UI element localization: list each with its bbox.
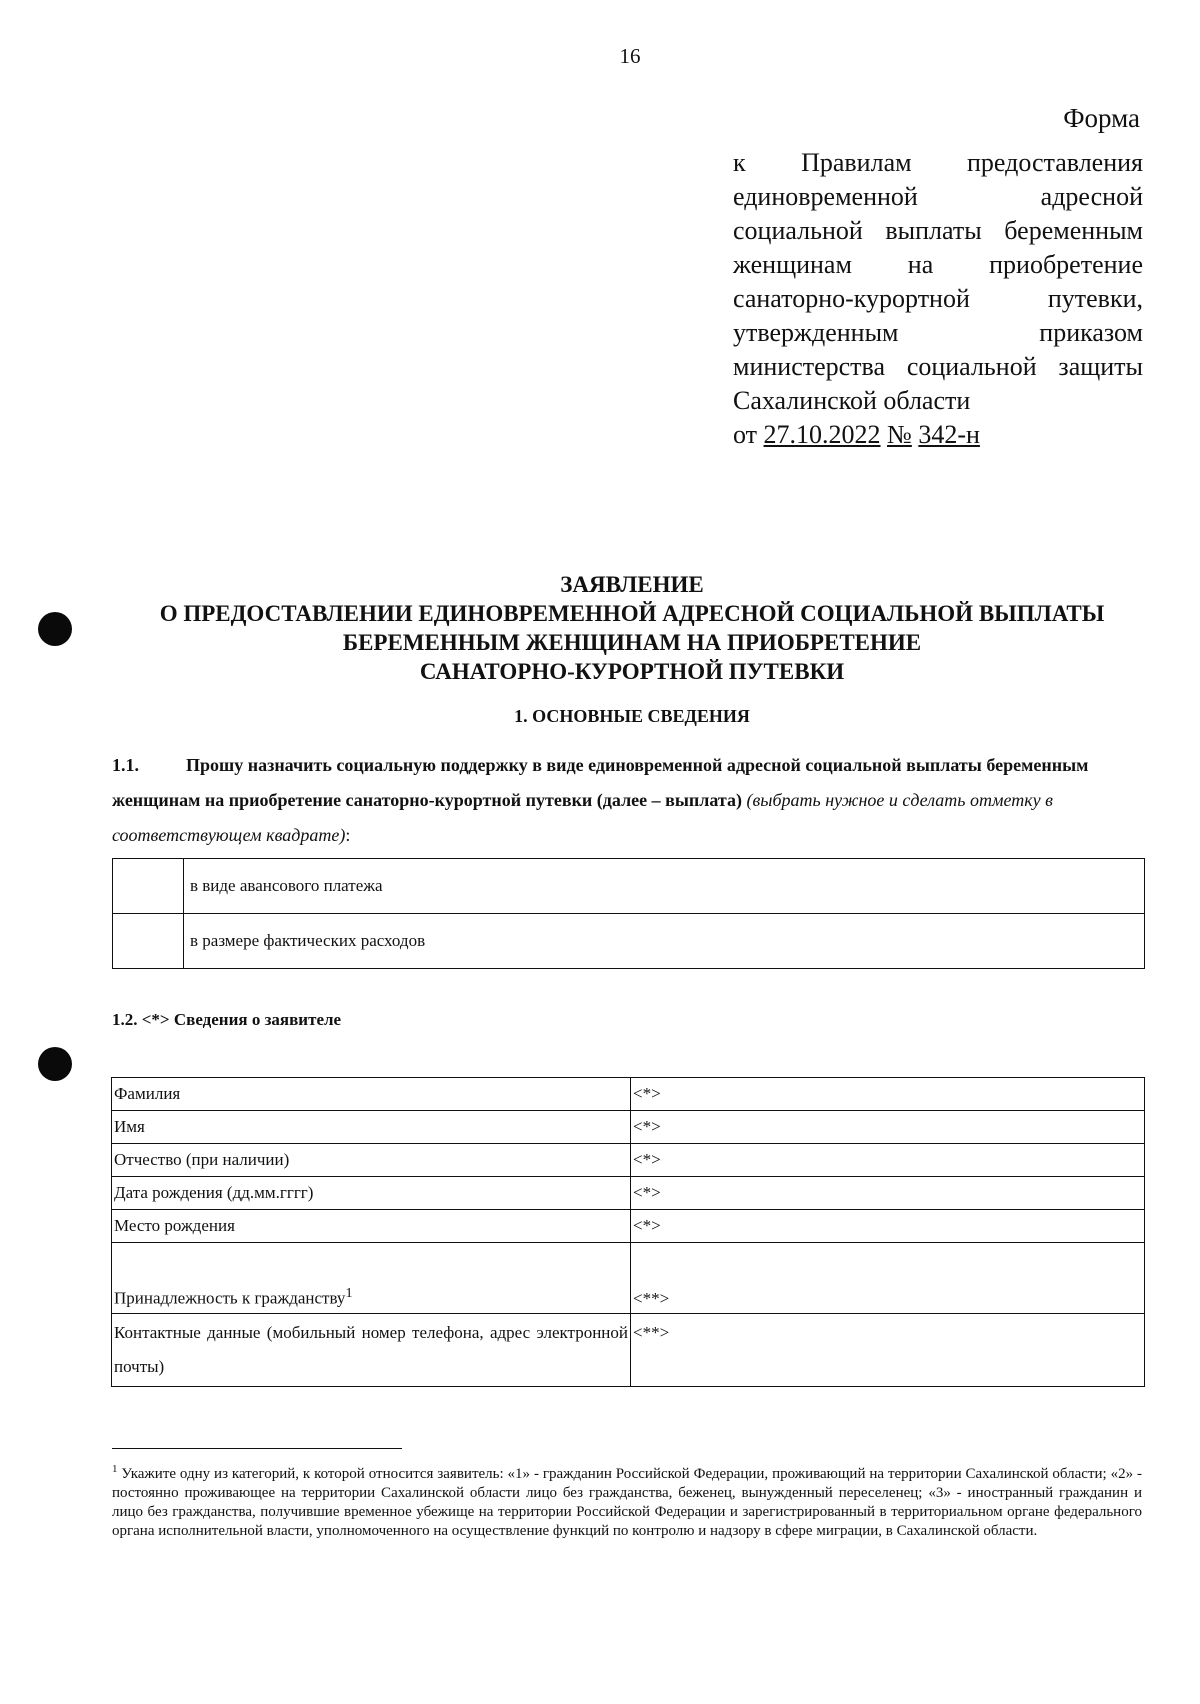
table-row xyxy=(112,1243,1145,1314)
footnote-mark: 1 xyxy=(112,1463,118,1475)
citizenship-label: Принадлежность к гражданству xyxy=(114,1289,346,1308)
appendix-line: санаторно-курортной путевки, xyxy=(733,284,1143,313)
paragraph-instruction: (выбрать нужное и сделать отметку в соответствующем квадрате) xyxy=(112,790,1053,845)
table-row xyxy=(112,1144,1145,1177)
table-row xyxy=(112,1314,1145,1387)
field-value[interactable]: <*> xyxy=(631,1144,1145,1177)
appendix-line: Сахалинской области xyxy=(733,386,971,415)
choice-label: в виде авансового платежа xyxy=(184,859,1145,914)
field-value[interactable]: <*> xyxy=(631,1210,1145,1243)
appendix-line: утвержденным приказом xyxy=(733,318,1143,347)
paragraph-number: 1.1. xyxy=(112,755,139,775)
document-title xyxy=(112,570,1152,686)
appendix-line: социальной выплаты беременным xyxy=(733,216,1143,245)
paragraph-end: : xyxy=(345,825,351,845)
section-title: 1. ОСНОВНЫЕ СВЕДЕНИЯ xyxy=(514,706,750,726)
appendix-line: министерства социальной защиты xyxy=(733,352,1143,381)
field-label: Имя xyxy=(112,1111,631,1144)
paragraph-bold-text: Прошу назначить социальную поддержку в виде единовременной адресной социальной выплаты беременным женщинам на приобретение санаторно-курортной путевки (далее – выплата) xyxy=(112,755,1089,810)
footnote xyxy=(112,1460,1142,1541)
appendix-date-line xyxy=(733,418,1143,452)
appendix-number: 342-н xyxy=(918,420,980,449)
choice-label: в размере фактических расходов xyxy=(184,914,1145,969)
table-row xyxy=(112,1177,1145,1210)
punch-hole xyxy=(38,1047,72,1081)
title-line: ЗАЯВЛЕНИЕ xyxy=(560,572,704,597)
appendix-number-sign: № xyxy=(887,420,912,449)
title-line: БЕРЕМЕННЫМ ЖЕНЩИНАМ НА ПРИОБРЕТЕНИЕ xyxy=(342,630,922,655)
appendix-line: единовременной адресной xyxy=(733,182,1143,211)
field-value[interactable]: <**> xyxy=(631,1314,1145,1387)
title-line: САНАТОРНО-КУРОРТНОЙ ПУТЕВКИ xyxy=(419,659,845,684)
footnote-mark: 1 xyxy=(345,1285,353,1302)
choice-row xyxy=(113,859,1145,914)
title-line: О ПРЕДОСТАВЛЕНИИ ЕДИНОВРЕМЕННОЙ АДРЕСНОЙ СОЦИАЛЬНОЙ ВЫПЛАТЫ xyxy=(159,601,1105,626)
form-label: Форма xyxy=(1063,103,1140,133)
field-label: Контактные данные (мобильный номер телефона, адрес электронной почты) xyxy=(112,1314,631,1387)
footnote-text: Укажите одну из категорий, к которой относится заявитель: «1» - гражданин Российской Федерации, проживающий на территории Сахалинской области; «2» - постоянно проживающее на территории Сахалинской области лицо без гражданства, беженец, вынужденный переселенец; «3» - иностранный гражданин и лицо без гражданства, получившие временное убежище на территории Российской Федерации и зарегистрированный в территориальном органе федерального органа исполнительной власти, уполномоченного на осуществление функций по контролю и надзору в сфере миграции, в Сахалинской области. xyxy=(112,1466,1142,1539)
table-row xyxy=(112,1078,1145,1111)
page-number: 16 xyxy=(619,44,641,68)
field-label-citizenship xyxy=(112,1243,631,1314)
paragraph-1-1 xyxy=(112,748,1144,853)
choice-checkbox-actual[interactable] xyxy=(113,914,184,969)
field-value[interactable]: <*> xyxy=(631,1078,1145,1111)
field-value[interactable]: <*> xyxy=(631,1177,1145,1210)
field-value[interactable]: <*> xyxy=(631,1111,1145,1144)
field-value[interactable]: <**> xyxy=(631,1243,1145,1314)
appendix-line: женщинам на приобретение xyxy=(733,250,1143,279)
appendix-date-prefix: от xyxy=(733,420,758,449)
applicant-table xyxy=(111,1077,1145,1387)
appendix-reference xyxy=(733,146,1143,452)
table-row xyxy=(112,1111,1145,1144)
appendix-date: 27.10.2022 xyxy=(763,420,881,449)
choice-row xyxy=(113,914,1145,969)
field-label: Место рождения xyxy=(112,1210,631,1243)
field-label: Фамилия xyxy=(112,1078,631,1111)
payment-choice-table xyxy=(112,858,1145,969)
appendix-line: к Правилам предоставления xyxy=(733,148,1143,177)
field-label: Дата рождения (дд.мм.гггг) xyxy=(112,1177,631,1210)
footnote-divider xyxy=(112,1448,402,1449)
table-row xyxy=(112,1210,1145,1243)
subsection-title: 1.2. <*> Сведения о заявителе xyxy=(112,1010,342,1029)
choice-checkbox-advance[interactable] xyxy=(113,859,184,914)
field-label: Отчество (при наличии) xyxy=(112,1144,631,1177)
punch-hole xyxy=(38,612,72,646)
